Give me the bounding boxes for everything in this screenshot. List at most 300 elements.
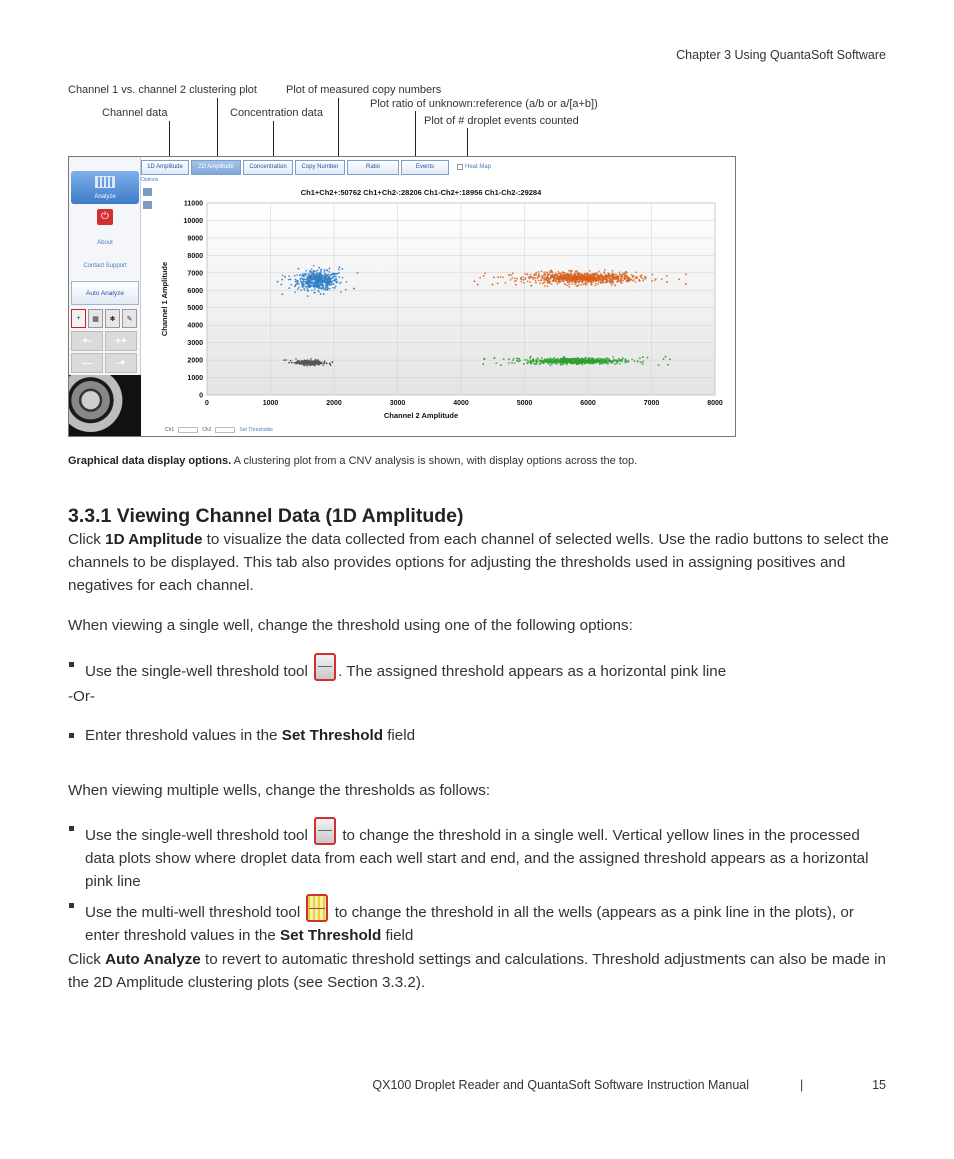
data-point [357, 272, 359, 274]
data-point [565, 279, 567, 281]
data-point [318, 267, 320, 269]
data-point [315, 282, 317, 284]
bullet-dot [69, 662, 74, 667]
data-point [637, 360, 639, 362]
zoom-button[interactable]: +- [71, 331, 103, 351]
data-point [290, 360, 292, 362]
data-point [620, 274, 622, 276]
data-point [628, 277, 630, 279]
data-point [634, 360, 636, 362]
data-point [345, 289, 347, 291]
data-point [584, 280, 586, 282]
data-point [547, 279, 549, 281]
data-point [550, 359, 552, 361]
pencil-tool-icon[interactable]: ✎ [122, 309, 137, 328]
data-point [530, 356, 532, 358]
data-point [541, 275, 543, 277]
data-point [642, 360, 644, 362]
b4-pre: Use the multi-well threshold tool [85, 904, 305, 921]
data-point [335, 286, 337, 288]
data-point [307, 279, 309, 281]
data-point [325, 276, 327, 278]
data-point [527, 360, 529, 362]
data-point [335, 279, 337, 281]
data-point [601, 279, 603, 281]
callout-events-plot: Plot of # droplet events counted [424, 115, 579, 127]
threshold-fields [165, 427, 273, 433]
data-point [573, 358, 575, 360]
data-point [585, 278, 587, 280]
data-point [298, 361, 300, 363]
data-point [642, 356, 644, 358]
data-point [295, 281, 297, 283]
data-point [536, 277, 538, 279]
data-point [555, 278, 557, 280]
data-point [285, 359, 287, 361]
data-point [560, 277, 562, 279]
bullet-set-threshold [68, 724, 890, 747]
data-point [540, 280, 542, 282]
data-point [474, 280, 476, 282]
data-point [578, 360, 580, 362]
data-point [315, 362, 317, 364]
tab-ratio[interactable]: Ratio [347, 160, 399, 175]
data-point [516, 278, 518, 280]
data-point [621, 360, 623, 362]
data-point [598, 281, 600, 283]
data-point [331, 274, 333, 276]
data-point [616, 281, 618, 283]
data-point [293, 362, 295, 364]
heat-map-toggle[interactable] [457, 164, 491, 170]
data-point [636, 277, 638, 279]
data-point [520, 278, 522, 280]
data-point [585, 357, 587, 359]
data-point [538, 364, 540, 366]
data-point [334, 279, 336, 281]
callout-line-ratio [415, 111, 416, 157]
footer-manual-title: QX100 Droplet Reader and QuantaSoft Software Instruction Manual [372, 1078, 749, 1092]
data-point [288, 279, 290, 281]
data-point [553, 274, 555, 276]
tab-1d-amplitude[interactable]: 1D Amplitude [141, 160, 189, 175]
data-point [330, 282, 332, 284]
data-point [590, 362, 592, 364]
data-point [594, 284, 596, 286]
lasso-tool-icon[interactable]: ✱ [105, 309, 120, 328]
auto-analyze-button[interactable]: Auto Analyze [71, 281, 139, 305]
data-point [555, 361, 557, 363]
data-point [301, 284, 303, 286]
data-point [615, 277, 617, 279]
data-point [508, 358, 510, 360]
b2-post: field [382, 727, 416, 744]
data-point [517, 358, 519, 360]
data-point [575, 360, 577, 362]
data-point [606, 279, 608, 281]
data-point [538, 271, 540, 273]
data-point [685, 283, 687, 285]
data-point [584, 363, 586, 365]
data-point [322, 275, 324, 277]
data-point [323, 277, 325, 279]
data-point [340, 291, 342, 293]
p1-pre: Click [68, 531, 106, 548]
chapter-header: Chapter 3 Using QuantaSoft Software [676, 48, 886, 62]
data-point [497, 276, 499, 278]
tab-events[interactable]: Events [401, 160, 449, 175]
data-point [514, 277, 516, 279]
single-well-threshold-icon [314, 817, 336, 845]
tab-copy-number[interactable]: Copy Number [295, 160, 345, 175]
bullet-multi-well-tool [68, 894, 890, 947]
data-point [320, 284, 322, 286]
data-point [544, 285, 546, 287]
data-point [609, 281, 611, 283]
data-point [582, 358, 584, 360]
data-point [326, 363, 328, 365]
data-point [594, 273, 596, 275]
ch1-threshold-field[interactable] [178, 427, 198, 433]
data-point [607, 363, 609, 365]
data-point [550, 271, 552, 273]
y-tick-label: 7000 [187, 270, 203, 278]
data-point [483, 275, 485, 277]
data-point [549, 365, 551, 367]
data-point [281, 293, 283, 295]
data-point [639, 357, 641, 359]
export-icon[interactable] [143, 188, 152, 196]
data-point [568, 283, 570, 285]
data-point [592, 279, 594, 281]
data-point [589, 270, 591, 272]
set-thresholds-link[interactable]: Set Thresholds [239, 427, 273, 433]
data-point [546, 361, 548, 363]
data-point [558, 361, 560, 363]
data-point [547, 276, 549, 278]
data-point [329, 279, 331, 281]
paragraph-auto-analyze [68, 948, 890, 994]
data-point [329, 362, 331, 364]
data-point [288, 362, 290, 364]
data-point [305, 270, 307, 272]
data-point [535, 280, 537, 282]
p1-bold: 1D Amplitude [105, 531, 203, 548]
heat-map-label: Heat Map [465, 164, 492, 170]
data-point [573, 280, 575, 282]
data-point [316, 272, 318, 274]
data-point [612, 356, 614, 358]
x-tick-label: 0 [205, 400, 209, 407]
data-point [307, 360, 309, 362]
b4-mid: to change the threshold in all the wells (appears as a pink line in the plots), or enter threshold values in the [85, 904, 854, 944]
data-point [625, 360, 627, 362]
data-point [294, 286, 296, 288]
data-point [654, 279, 656, 281]
data-point [573, 274, 575, 276]
data-point [313, 265, 315, 267]
data-point [322, 278, 324, 280]
options-label[interactable]: Options [141, 177, 159, 183]
data-point [542, 282, 544, 284]
data-point [602, 361, 604, 363]
data-point [497, 282, 499, 284]
data-point [586, 283, 588, 285]
data-point [556, 274, 558, 276]
data-point [527, 281, 529, 283]
data-point [288, 287, 290, 289]
callout-clustering-plot: Channel 1 vs. channel 2 clustering plot [68, 84, 257, 96]
b4-bold: Set Threshold [280, 927, 382, 944]
data-point [580, 275, 582, 277]
bullet-single-well-tool [68, 653, 890, 683]
section-title: 3.3.1 Viewing Channel Data (1D Amplitude) [68, 505, 464, 527]
data-point [559, 359, 561, 361]
data-point [533, 274, 535, 276]
data-point [321, 282, 323, 284]
data-point [544, 358, 546, 360]
data-point [318, 364, 320, 366]
data-point [556, 283, 558, 285]
data-point [326, 281, 328, 283]
print-icon[interactable] [143, 201, 152, 209]
data-point [542, 277, 544, 279]
data-point [615, 360, 617, 362]
zoom-button[interactable]: — [71, 353, 103, 373]
crosshair-tool-icon[interactable]: + [71, 309, 86, 328]
data-point [298, 287, 300, 289]
data-point [280, 284, 282, 286]
data-point [591, 360, 593, 362]
y-tick-label: 8000 [187, 252, 203, 260]
data-point [558, 282, 560, 284]
about-link[interactable]: About [97, 240, 113, 246]
data-point [569, 273, 571, 275]
data-point [578, 284, 580, 286]
data-point [562, 364, 564, 366]
callout-ratio-plot: Plot ratio of unknown:reference (a/b or a/[a+b]) [370, 98, 598, 110]
data-point [624, 278, 626, 280]
data-point [627, 360, 629, 362]
data-point [644, 278, 646, 280]
data-point [319, 277, 321, 279]
data-point [301, 360, 303, 362]
data-point [319, 279, 321, 281]
data-point [571, 359, 573, 361]
data-point [557, 271, 559, 273]
b2-pre: Enter threshold values in the [85, 727, 282, 744]
grid-tool-icon[interactable]: ▦ [88, 309, 103, 328]
data-point [530, 362, 532, 364]
data-point [669, 358, 671, 360]
data-point [633, 279, 635, 281]
data-point [295, 279, 297, 281]
data-point [323, 269, 325, 271]
data-point [311, 281, 313, 283]
zoom-row-1 [71, 331, 137, 351]
data-point [511, 277, 513, 279]
data-point [617, 276, 619, 278]
data-point [301, 363, 303, 365]
data-point [593, 274, 595, 276]
data-point [309, 272, 311, 274]
data-point [329, 288, 331, 290]
data-point [550, 277, 552, 279]
analyze-button[interactable] [71, 171, 139, 204]
zoom-button[interactable]: -+ [105, 353, 137, 373]
data-point [320, 273, 322, 275]
data-point [642, 278, 644, 280]
tab-concentration[interactable]: Concentration [243, 160, 293, 175]
data-point [309, 270, 311, 272]
data-point [611, 278, 613, 280]
data-point [551, 275, 553, 277]
data-point [533, 362, 535, 364]
callout-line-channel [169, 121, 170, 157]
contact-support-link[interactable]: Contact Support [83, 263, 127, 269]
data-point [303, 275, 305, 277]
data-point [530, 276, 532, 278]
y-tick-label: 4000 [187, 322, 203, 330]
data-point [493, 276, 495, 278]
or-text: -Or- [68, 688, 95, 705]
data-point [288, 275, 290, 277]
power-icon[interactable]: ⏻ [97, 209, 113, 225]
droplet-photo [69, 375, 141, 437]
p4-pre: Click [68, 951, 106, 968]
y-tick-label: 9000 [187, 235, 203, 243]
callout-concentration-data: Concentration data [230, 107, 323, 119]
data-point [666, 275, 668, 277]
data-point [304, 289, 306, 291]
data-point [524, 359, 526, 361]
data-point [635, 281, 637, 283]
data-point [510, 279, 512, 281]
data-point [311, 289, 313, 291]
data-point [541, 362, 543, 364]
data-point [306, 361, 308, 363]
data-point [294, 291, 296, 293]
data-point [565, 358, 567, 360]
data-point [544, 276, 546, 278]
ch2-threshold-field[interactable] [215, 427, 235, 433]
data-point [598, 275, 600, 277]
data-point [530, 285, 532, 287]
b1-post: . The assigned threshold appears as a horizontal pink line [338, 663, 727, 680]
data-point [602, 276, 604, 278]
data-point [634, 276, 636, 278]
data-point [591, 284, 593, 286]
data-point [575, 281, 577, 283]
data-point [585, 281, 587, 283]
b1-pre: Use the single-well threshold tool [85, 663, 313, 680]
data-point [283, 359, 285, 361]
data-point [625, 362, 627, 364]
data-point [320, 293, 322, 295]
data-point [543, 271, 545, 273]
data-point [585, 360, 587, 362]
clustering-plot [159, 185, 729, 425]
data-point [612, 277, 614, 279]
data-point [568, 270, 570, 272]
data-point [335, 273, 337, 275]
data-point [558, 279, 560, 281]
data-point [518, 358, 520, 360]
data-point [530, 274, 532, 276]
data-point [641, 274, 643, 276]
data-point [589, 280, 591, 282]
data-point [324, 280, 326, 282]
data-point [297, 288, 299, 290]
data-point [316, 285, 318, 287]
data-point [608, 273, 610, 275]
data-point [323, 363, 325, 365]
chart-title: Ch1+Ch2+:50762 Ch1+Ch2-:28206 Ch1-Ch2+:18956 Ch1-Ch2-:29284 [300, 188, 542, 197]
data-point [571, 283, 573, 285]
data-point [631, 359, 633, 361]
data-point [512, 272, 514, 274]
data-point [605, 274, 607, 276]
page-number: 15 [872, 1078, 886, 1092]
data-point [557, 276, 559, 278]
data-point [598, 271, 600, 273]
data-point [535, 282, 537, 284]
data-point [622, 280, 624, 282]
data-point [541, 270, 543, 272]
data-point [295, 358, 297, 360]
data-point [663, 358, 665, 360]
figure-caption [68, 455, 888, 467]
data-point [484, 272, 486, 274]
data-point [618, 281, 620, 283]
data-point [539, 282, 541, 284]
bullet-dot [69, 903, 74, 908]
data-point [561, 359, 563, 361]
data-point [658, 364, 660, 366]
data-point [625, 358, 627, 360]
data-point [484, 358, 486, 360]
data-point [605, 360, 607, 362]
x-tick-label: 7000 [643, 400, 660, 407]
data-point [332, 287, 334, 289]
data-point [685, 273, 687, 275]
data-point [626, 280, 628, 282]
data-point [482, 363, 484, 365]
data-point [290, 284, 292, 286]
zoom-button[interactable]: ++ [105, 331, 137, 351]
data-point [310, 276, 312, 278]
data-point [528, 276, 530, 278]
data-point [324, 288, 326, 290]
data-point [560, 364, 562, 366]
data-point [524, 273, 526, 275]
data-point [579, 280, 581, 282]
data-point [564, 283, 566, 285]
data-point [353, 288, 355, 290]
data-point [632, 275, 634, 277]
data-point [571, 270, 573, 272]
data-point [564, 361, 566, 363]
heat-map-checkbox[interactable] [457, 164, 463, 170]
data-point [601, 275, 603, 277]
data-point [596, 280, 598, 282]
data-point [318, 275, 320, 277]
y-tick-label: 0 [199, 392, 203, 400]
data-point [569, 278, 571, 280]
single-well-threshold-icon [314, 653, 336, 681]
tab-2d-amplitude[interactable]: 2D Amplitude [191, 160, 241, 175]
data-point [581, 280, 583, 282]
